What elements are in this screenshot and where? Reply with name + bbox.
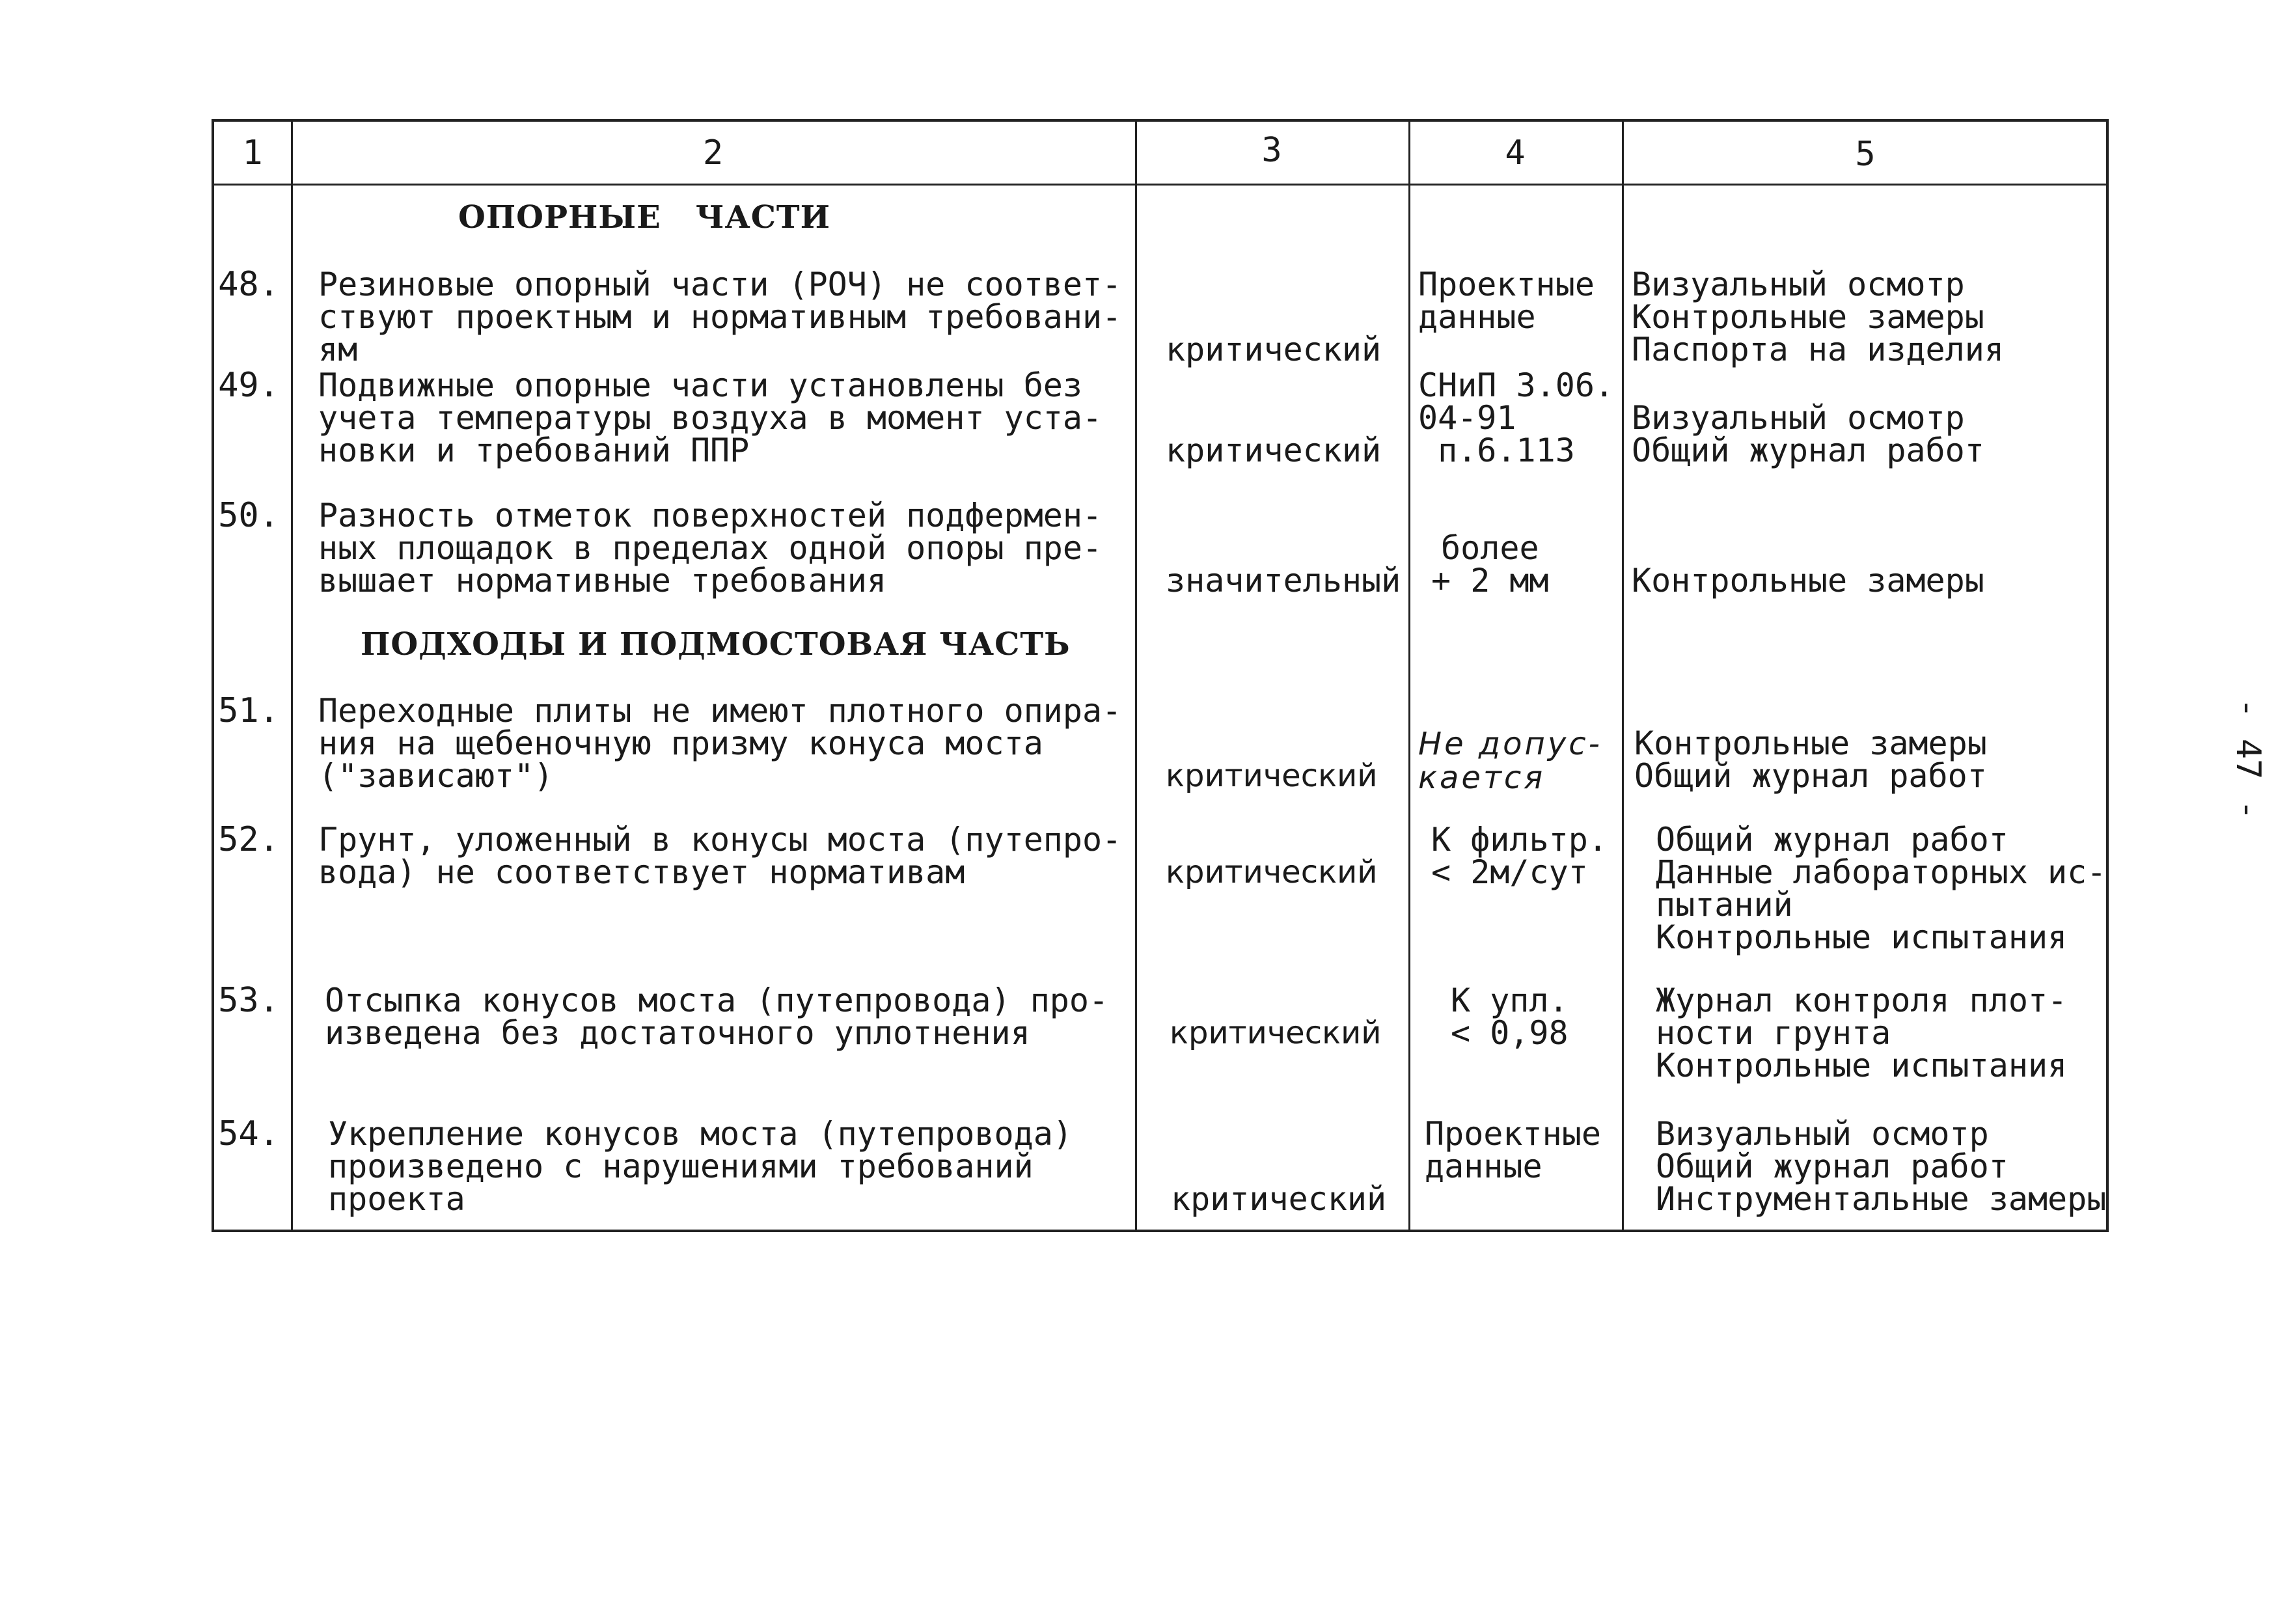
row-number: 49. xyxy=(218,366,279,405)
column-divider xyxy=(1135,122,1137,1230)
control-method: Визуальный осмотр Контрольные замеры Паспорта на изделия xyxy=(1632,266,2004,368)
severity-label: критический xyxy=(1166,758,1378,794)
row-number: 53. xyxy=(218,981,279,1020)
column-divider xyxy=(1408,122,1410,1230)
section-title-supports: ОПОРНЫЕ ЧАСТИ xyxy=(458,199,830,236)
severity-label: значительный xyxy=(1166,562,1401,599)
control-method: Контрольные замеры Общий журнал работ xyxy=(1634,724,1987,795)
header-divider xyxy=(214,184,2106,186)
header-col-5: 5 xyxy=(1855,135,1876,174)
defect-description: Переходные плиты не имеют плотного опира- ния на щебеночную призму конуса моста ("зависают") xyxy=(318,692,1122,795)
row-number: 52. xyxy=(218,820,279,859)
criterion-value: Проектные данные xyxy=(1418,266,1595,336)
header-col-1: 1 xyxy=(242,133,263,172)
column-divider xyxy=(1622,122,1624,1230)
defects-table xyxy=(212,119,2109,1232)
criterion-value: более + 2 мм xyxy=(1431,529,1549,599)
header-col-2: 2 xyxy=(702,133,724,172)
criterion-value: К фильтр. < 2м/сут xyxy=(1431,821,1608,891)
row-number: 54. xyxy=(218,1114,279,1153)
severity-label: критический xyxy=(1171,1180,1387,1218)
criterion-value: К упл. < 0,98 xyxy=(1451,982,1569,1052)
defect-description: Разность отметок поверхностей подфермен- ных площадок в пределах одной опоры пре- вышает нормативные требования xyxy=(318,497,1103,599)
severity-label: критический xyxy=(1166,854,1378,890)
header-col-3: 3 xyxy=(1261,131,1282,170)
severity-label: критический xyxy=(1170,1015,1382,1051)
control-method: Визуальный осмотр Общий журнал работ xyxy=(1632,399,1984,469)
defect-description: Отсыпка конусов моста (путепровода) про- изведена без достаточного уплотнения xyxy=(325,982,1109,1052)
row-number: 50. xyxy=(218,496,279,535)
criterion-value: Проектные данные xyxy=(1425,1115,1601,1185)
section-title-approaches: ПОДХОДЫ И ПОДМОСТОВАЯ ЧАСТЬ xyxy=(361,626,1071,663)
severity-label: критический xyxy=(1166,331,1382,368)
column-divider xyxy=(291,122,293,1230)
page-number: - 47 - xyxy=(2228,698,2268,820)
criterion-value: СНиП 3.06. 04-91 п.6.113 xyxy=(1418,366,1615,469)
row-number: 48. xyxy=(218,265,279,304)
control-method: Визуальный осмотр Общий журнал работ Инструментальные замеры xyxy=(1656,1115,2107,1218)
defect-description: Подвижные опорные части установлены без учета температуры воздуха в момент уста- новки и требований ППР xyxy=(318,366,1103,469)
defect-description: Грунт, уложенный в конусы моста (путепро- вода) не соответствует нормативам xyxy=(318,821,1122,891)
control-method: Журнал контроля плот- ности грунта Контрольные испытания xyxy=(1656,982,2068,1084)
defect-description: Укрепление конусов моста (путепровода) произведено с нарушениями требований проекта xyxy=(328,1115,1073,1218)
severity-label: критический xyxy=(1166,432,1382,469)
header-col-4: 4 xyxy=(1505,133,1526,172)
row-number: 51. xyxy=(218,691,279,730)
criterion-value-handwritten: Не допус- кается xyxy=(1418,726,1602,796)
control-method: Общий журнал работ Данные лабораторных ис- пытаний Контрольные испытания xyxy=(1656,821,2107,956)
defect-description: Резиновые опорный части (РОЧ) не соответ- ствуют проектным и нормативным требовани- ям xyxy=(318,266,1122,368)
control-method: Контрольные замеры xyxy=(1632,562,1984,599)
